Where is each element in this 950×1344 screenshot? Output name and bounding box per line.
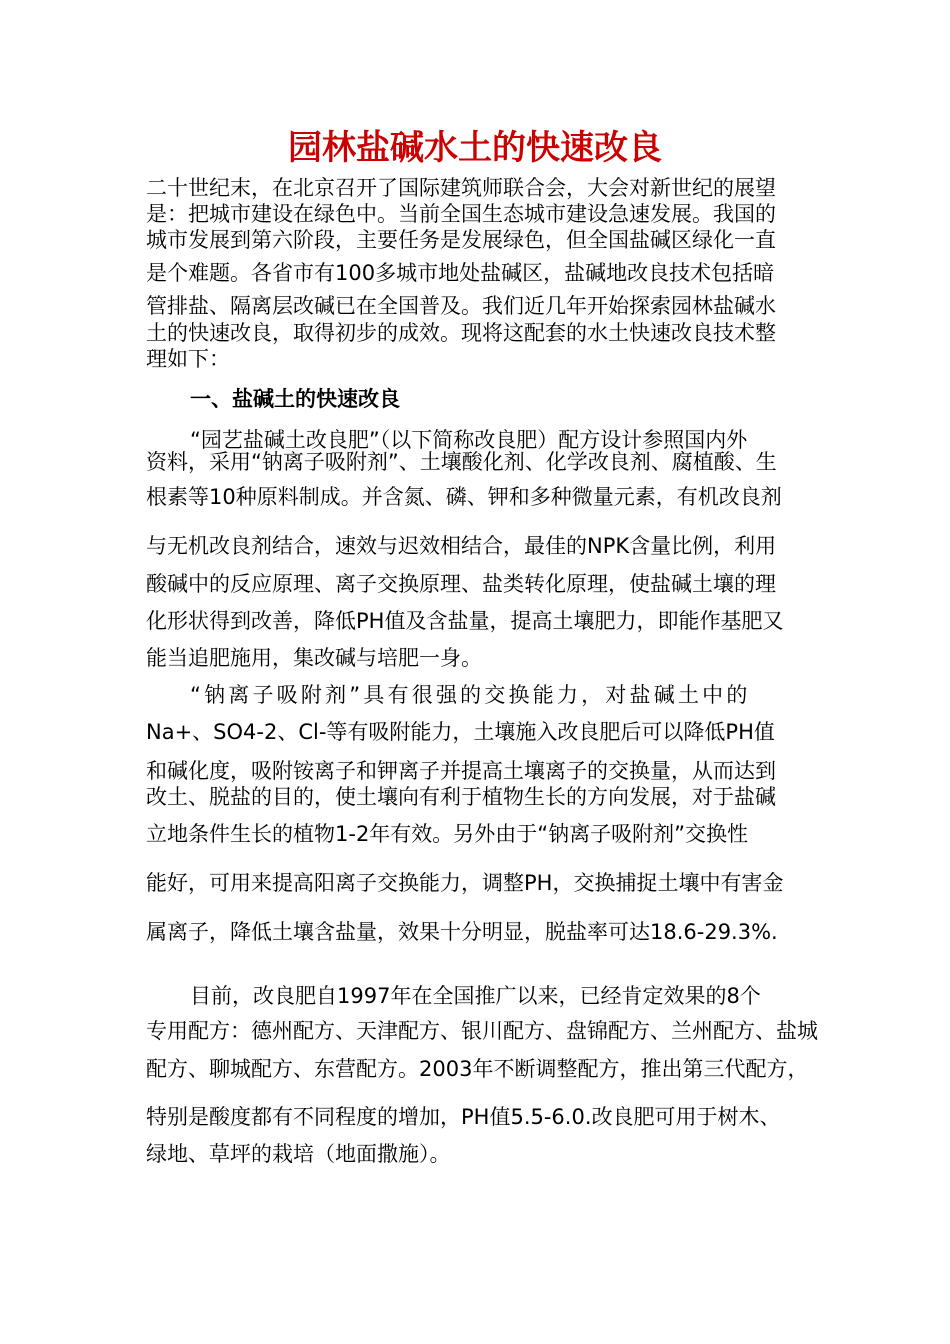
paragraph-line: 绿地、草坪的栽培（地面撒施）。 [146,1142,451,1166]
intro-line: 是：把城市建设在绿色中。当前全国生态城市建设急速发展。我国的 [146,202,776,226]
paragraph-line: 立地条件生长的植物1-2年有效。另外由于“钠离子吸附剂”交换性 [146,822,749,846]
intro-line: 理如下： [146,347,230,371]
paragraph-line: 属离子，降低土壤含盐量，效果十分明显，脱盐率可达18.6-29.3%. [146,920,778,944]
paragraph-line: Na+、SO4-2、Cl-等有吸附能力，土壤施入改良肥后可以降低PH值 [146,720,775,744]
intro-line: 二十世纪末，在北京召开了国际建筑师联合会，大会对新世纪的展望 [146,176,776,200]
paragraph-line: 能当追肥施用，集改碱与培肥一身。 [146,646,482,670]
paragraph-line: 和碱化度，吸附铵离子和钾离子并提高土壤离子的交换量，从而达到 [146,759,776,783]
paragraph-line: 目前，改良肥自1997年在全国推广以来，已经肯定效果的8个 [190,984,761,1008]
paragraph-line: 化形状得到改善，降低PH值及含盐量，提高土壤肥力，即能作基肥又 [146,609,784,633]
paragraph-line: “钠离子吸附剂”具有很强的交换能力，对盐碱土中的 [190,683,751,707]
section-heading: 一、盐碱土的快速改良 [190,387,400,411]
paragraph-line: “园艺盐碱土改良肥”（以下简称改良肥）配方设计参照国内外 [190,428,748,452]
paragraph-line: 根素等10种原料制成。并含氮、磷、钾和多种微量元素，有机改良剂 [146,485,782,509]
intro-line: 城市发展到第六阶段，主要任务是发展绿色，但全国盐碱区绿化一直 [146,228,776,252]
intro-line: 是个难题。各省市有100多城市地处盐碱区，盐碱地改良技术包括暗 [146,261,775,285]
paragraph-line: 改土、脱盐的目的，使土壤向有利于植物生长的方向发展，对于盐碱 [146,785,776,809]
paragraph-line: 专用配方：德州配方、天津配方、银川配方、盘锦配方、兰州配方、盐城 [146,1019,818,1043]
paragraph-line: 与无机改良剂结合，速效与迟效相结合，最佳的NPK含量比例，利用 [146,534,777,558]
paragraph-line: 特别是酸度都有不同程度的增加，PH值5.5-6.0.改良肥可用于树木、 [146,1105,781,1129]
paragraph-line: 酸碱中的反应原理、离子交换原理、盐类转化原理，使盐碱土壤的理 [146,572,776,596]
paragraph-line: 资料，采用“钠离子吸附剂”、土壤酸化剂、化学改良剂、腐植酸、生 [146,450,777,474]
document-title: 园林盐碱水土的快速改良 [288,128,662,168]
intro-line: 土的快速改良，取得初步的成效。现将这配套的水土快速改良技术整 [146,321,776,345]
intro-line: 管排盐、隔离层改碱已在全国普及。我们近几年开始探索园林盐碱水 [146,294,776,318]
paragraph-line: 能好，可用来提高阳离子交换能力，调整PH，交换捕捉土壤中有害金 [146,871,784,895]
paragraph-line: 配方、聊城配方、东营配方。2003年不断调整配方，推出第三代配方， [146,1057,809,1081]
